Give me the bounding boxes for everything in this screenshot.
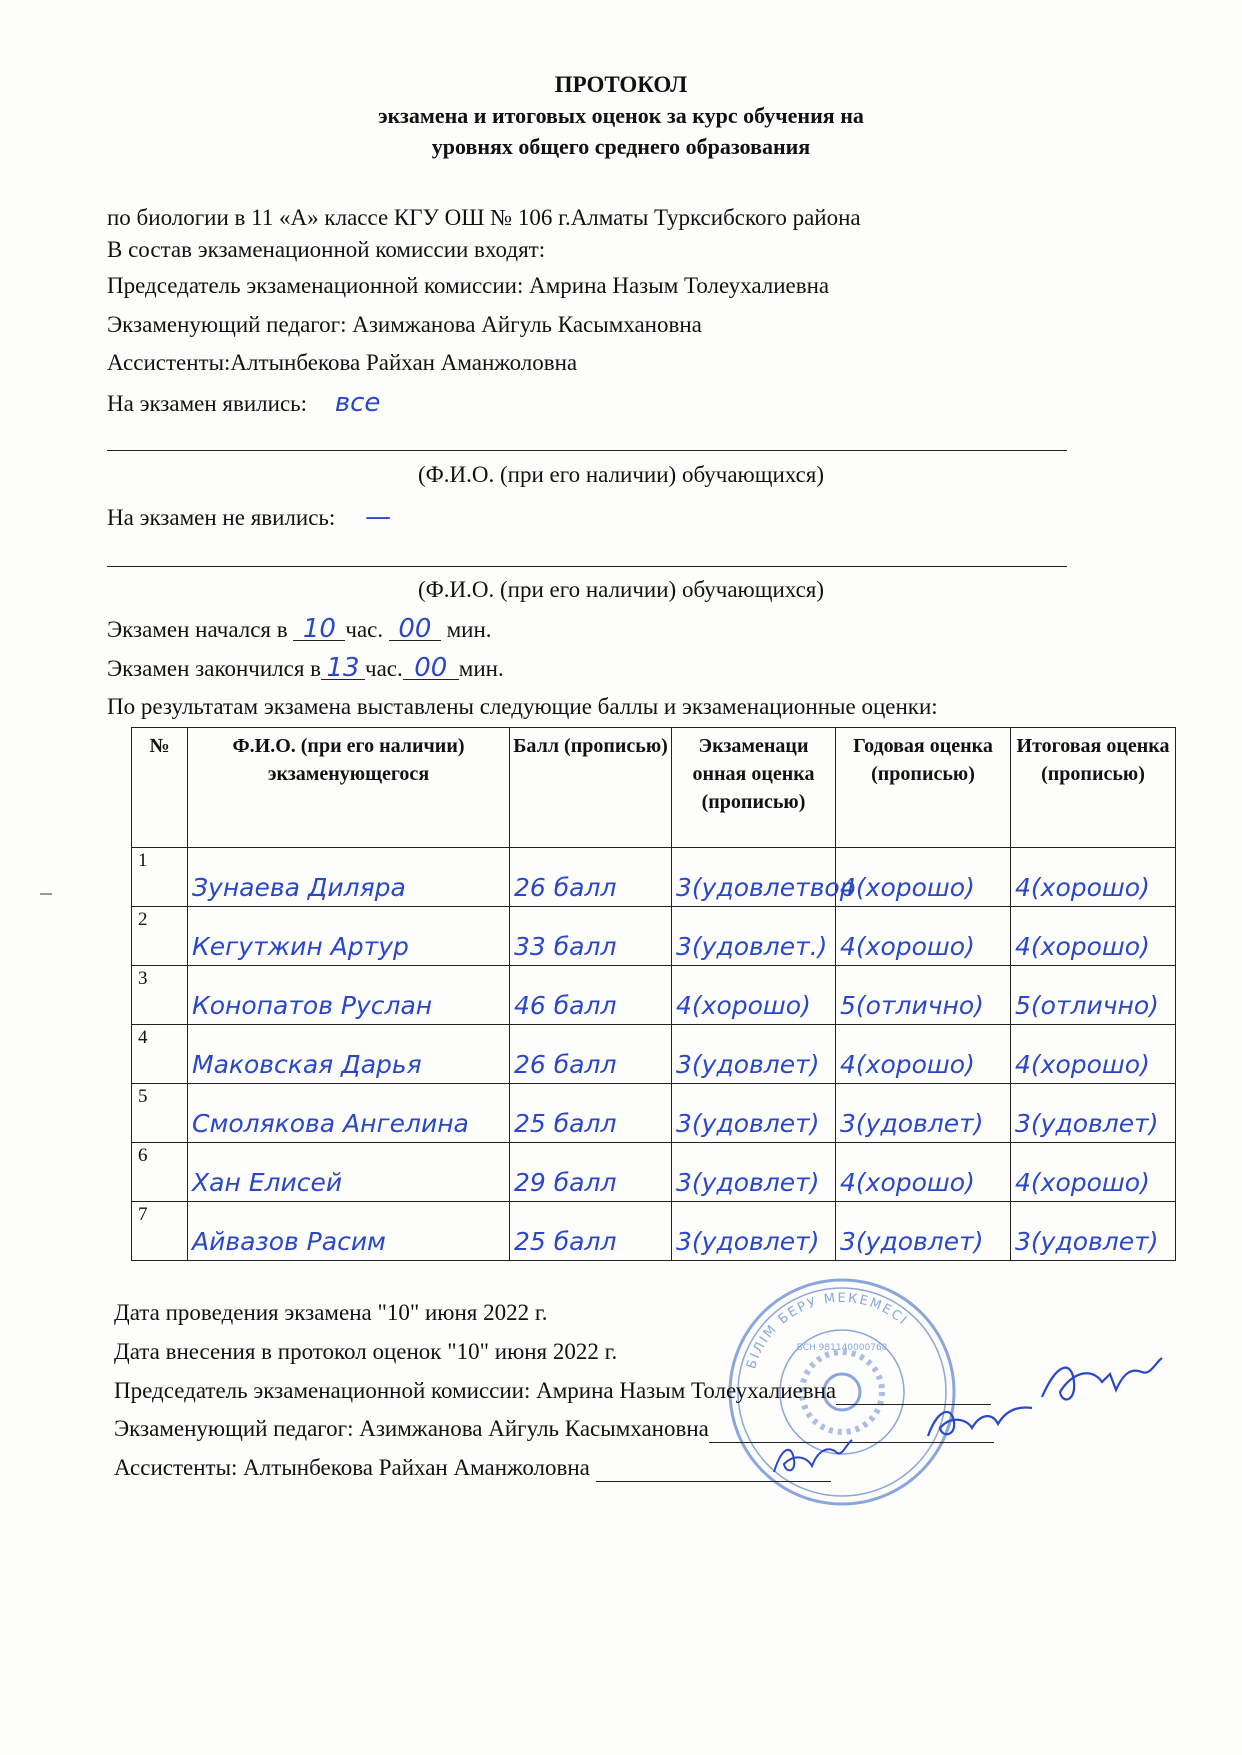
chairman-signature — [1032, 1352, 1172, 1412]
table-row — [132, 966, 1176, 1025]
start-prefix: Экзамен начался в — [107, 617, 288, 642]
stamp-bin: БСН 981140000768 — [796, 1343, 888, 1353]
col-header-score: Балл (прописью) — [510, 728, 672, 848]
table-row — [132, 848, 1176, 907]
score: 46 балл — [510, 966, 672, 1025]
footer-chairman-text: Председатель экзаменационной комиссии: Амрина Назым Толеухалиевна — [114, 1378, 837, 1403]
exam-grade: 4(хорошо) — [672, 966, 836, 1025]
absent-names-rule — [107, 566, 1067, 567]
end-hour-value: 13 — [321, 657, 365, 680]
stamp-arc-text: БІЛІМ БЕРУ МЕКЕМЕСІ — [744, 1290, 911, 1371]
footer-assistants-line — [114, 1455, 831, 1482]
footer-chairman-line — [114, 1378, 991, 1405]
col-header-annual-grade: Годовая оценка (прописью) — [836, 728, 1011, 848]
present-line — [107, 388, 380, 418]
row-number: 4 — [132, 1025, 188, 1084]
table-row — [132, 1025, 1176, 1084]
row-number: 6 — [132, 1143, 188, 1202]
entry-date-line: Дата внесения в протокол оценок "10" июня 2022 г. — [114, 1339, 618, 1364]
student-name: Хан Елисей — [188, 1143, 510, 1202]
student-name: Конопатов Руслан — [188, 966, 510, 1025]
student-name: Смолякова Ангелина — [188, 1084, 510, 1143]
annual-grade: 3(удовлет) — [836, 1202, 1011, 1261]
score: 29 балл — [510, 1143, 672, 1202]
annual-grade: 4(хорошо) — [836, 907, 1011, 966]
examiner-signature — [920, 1398, 1040, 1448]
footer-examiner-line — [114, 1416, 994, 1443]
score: 26 балл — [510, 1025, 672, 1084]
present-value: все — [334, 388, 381, 418]
absent-label: На экзамен не явились: — [107, 505, 336, 530]
results-intro: По результатам экзамена выставлены следующие баллы и экзаменационные оценки: — [107, 694, 938, 719]
assistant-signature — [766, 1432, 856, 1482]
present-names-caption: (Ф.И.О. (при его наличии) обучающихся) — [417, 462, 825, 487]
final-grade: 5(отлично) — [1011, 966, 1176, 1025]
svg-text:БІЛІМ БЕРУ МЕКЕМЕСІ — [744, 1291, 910, 1371]
annual-grade: 4(хорошо) — [836, 848, 1011, 907]
score: 26 балл — [510, 848, 672, 907]
score: 33 балл — [510, 907, 672, 966]
commission-intro: В состав экзаменационной комиссии входят: — [107, 237, 546, 262]
end-min-word: мин. — [458, 656, 504, 681]
exam-grade: 3(удовлет) — [672, 1143, 836, 1202]
document-header — [0, 70, 1242, 162]
table-header-row — [132, 728, 1176, 848]
exam-date-line: Дата проведения экзамена "10" июня 2022 г. — [114, 1300, 548, 1325]
scan-edge-mark — [40, 893, 52, 895]
table-row — [132, 1202, 1176, 1261]
annual-grade: 4(хорошо) — [836, 1143, 1011, 1202]
row-number: 5 — [132, 1084, 188, 1143]
student-name: Кегутжин Артур — [188, 907, 510, 966]
absent-value: — — [365, 502, 392, 532]
annual-grade: 4(хорошо) — [836, 1025, 1011, 1084]
student-name: Маковская Дарья — [188, 1025, 510, 1084]
col-header-number: № — [132, 728, 188, 848]
examiner-line: Экзаменующий педагог: Азимжанова Айгуль Касымхановна — [107, 312, 702, 337]
footer-assistants-text: Ассистенты: Алтынбекова Райхан Аманжоловна — [114, 1455, 590, 1480]
final-grade: 4(хорошо) — [1011, 1025, 1176, 1084]
start-min-value: 00 — [389, 618, 441, 641]
row-number: 2 — [132, 907, 188, 966]
score: 25 балл — [510, 1202, 672, 1261]
end-min-value: 00 — [403, 657, 459, 680]
col-header-exam-grade: Экзаменаци онная оценка (прописью) — [672, 728, 836, 848]
final-grade: 3(удовлет) — [1011, 1202, 1176, 1261]
document-title: ПРОТОКОЛ — [554, 72, 688, 97]
subject-line: по биологии в 11 «А» классе КГУ ОШ № 106 г.Алматы Турксибского района — [107, 205, 861, 230]
present-label: На экзамен явились: — [107, 391, 308, 416]
col-header-name: Ф.И.О. (при его наличии) экзаменующегося — [188, 728, 510, 848]
chairman-line: Председатель экзаменационной комиссии: Амрина Назым Толеухалиевна — [107, 273, 830, 298]
footer-examiner-text: Экзаменующий педагог: Азимжанова Айгуль Касымхановна — [114, 1416, 709, 1441]
table-row — [132, 907, 1176, 966]
exam-grade: 3(удовлетвор — [672, 848, 836, 907]
absent-names-caption: (Ф.И.О. (при его наличии) обучающихся) — [417, 577, 825, 602]
assistants-line: Ассистенты:Алтынбекова Райхан Аманжоловна — [107, 350, 578, 375]
start-time-line — [107, 614, 492, 644]
annual-grade: 5(отлично) — [836, 966, 1011, 1025]
score: 25 балл — [510, 1084, 672, 1143]
table-row — [132, 1084, 1176, 1143]
absent-line — [107, 502, 391, 532]
exam-grade: 3(удовлет) — [672, 1025, 836, 1084]
end-hour-word: час. — [365, 656, 403, 681]
document-subtitle-line2: уровнях общего среднего образования — [431, 134, 811, 159]
row-number: 7 — [132, 1202, 188, 1261]
final-grade: 3(удовлет) — [1011, 1084, 1176, 1143]
final-grade: 4(хорошо) — [1011, 1143, 1176, 1202]
col-header-final-grade: Итоговая оценка (прописью) — [1011, 728, 1176, 848]
grades-table — [131, 727, 1176, 1261]
exam-grade: 3(удовлет) — [672, 1202, 836, 1261]
final-grade: 4(хорошо) — [1011, 907, 1176, 966]
document-subtitle-line1: экзамена и итоговых оценок за курс обучения на — [378, 103, 864, 128]
final-grade: 4(хорошо) — [1011, 848, 1176, 907]
exam-grade: 3(удовлет) — [672, 1084, 836, 1143]
table-row — [132, 1143, 1176, 1202]
row-number: 1 — [132, 848, 188, 907]
start-hour-word: час. — [345, 617, 384, 642]
present-names-rule — [107, 450, 1067, 451]
start-hour-value: 10 — [293, 618, 345, 641]
exam-grade: 3(удовлет.) — [672, 907, 836, 966]
start-min-word: мин. — [446, 617, 492, 642]
student-name: Зунаева Диляра — [188, 848, 510, 907]
row-number: 3 — [132, 966, 188, 1025]
annual-grade: 3(удовлет) — [836, 1084, 1011, 1143]
student-name: Айвазов Расим — [188, 1202, 510, 1261]
end-prefix: Экзамен закончился в — [107, 656, 322, 681]
end-time-line — [107, 653, 504, 683]
